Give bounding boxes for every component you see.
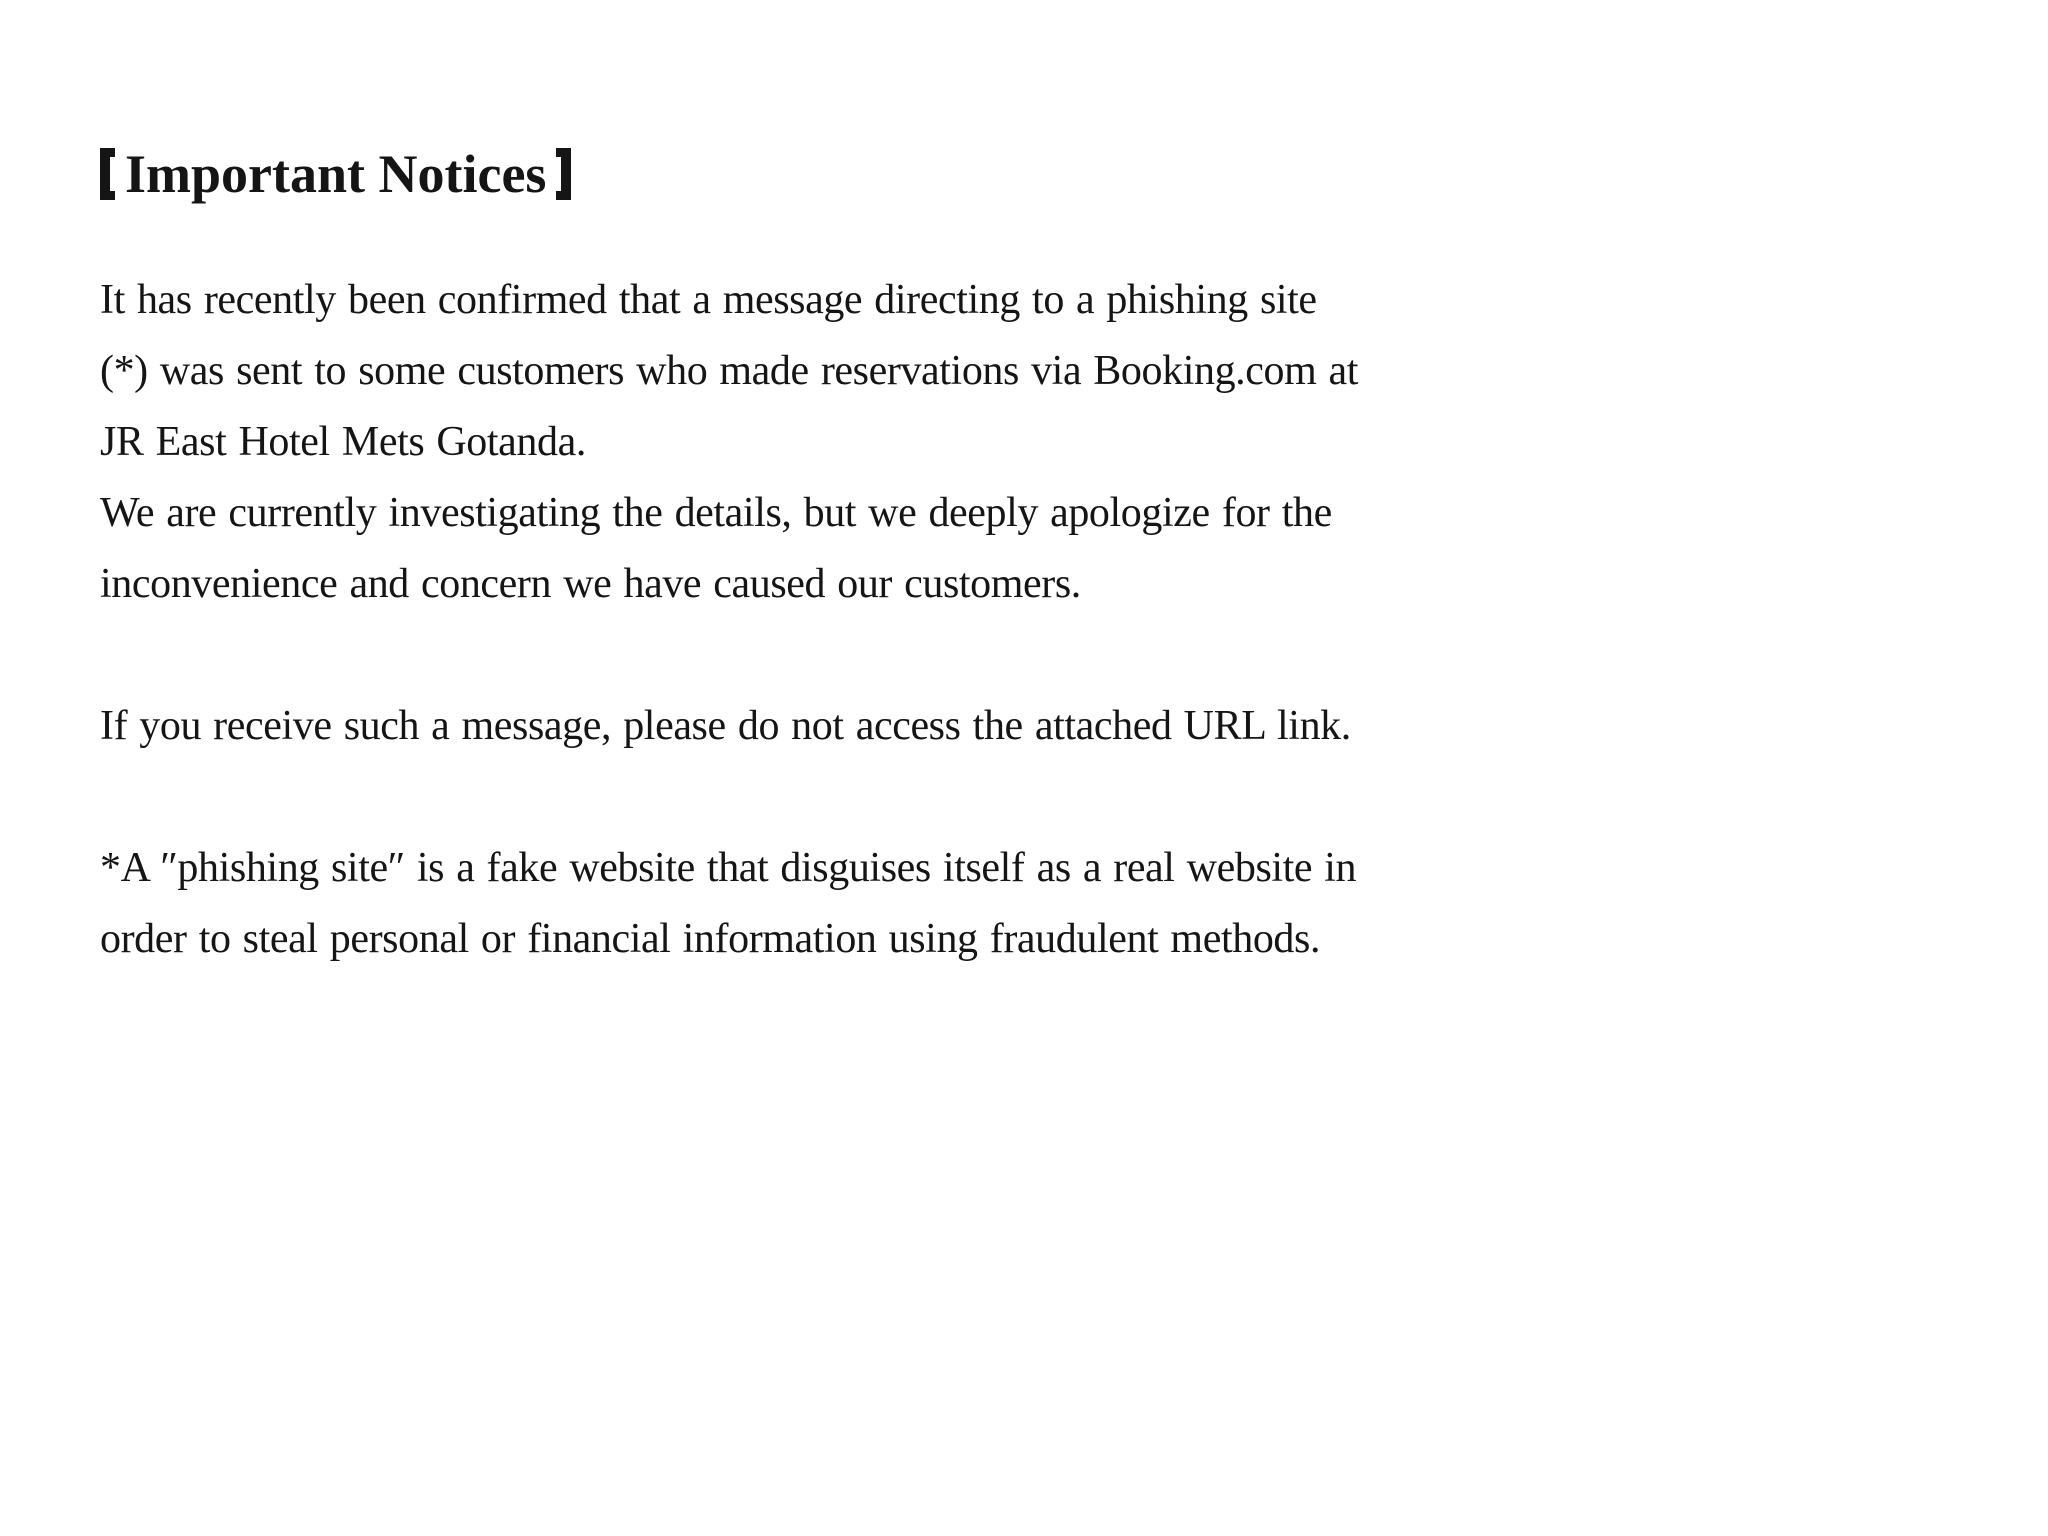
- notice-text-line: JR East Hotel Mets Gotanda.: [100, 419, 586, 465]
- notice-paragraph-footnote: [100, 833, 1988, 975]
- notice-text-line: inconvenience and concern we have caused our customers.: [100, 561, 1081, 607]
- notice-text-line: If you receive such a message, please do not access the attached URL link.: [100, 703, 1351, 749]
- notice-title-label: Important Notices: [125, 144, 547, 204]
- notice-paragraph-warning: [100, 691, 1988, 762]
- notice-text-line: We are currently investigating the details, but we deeply apologize for the: [100, 490, 1332, 536]
- opening-lenticular-bracket-icon: [100, 148, 115, 200]
- notice-text-line: It has recently been confirmed that a message directing to a phishing site: [100, 277, 1317, 323]
- closing-lenticular-bracket-icon: [556, 148, 571, 200]
- notice-text-line: *A ″phishing site″ is a fake website that disguises itself as a real website in: [100, 845, 1357, 891]
- notice-title: [100, 142, 1988, 206]
- notice-paragraph-incident: [100, 265, 1988, 620]
- notice-text-line: (*) was sent to some customers who made reservations via Booking.com at: [100, 348, 1358, 394]
- notice-text-line: order to steal personal or financial information using fraudulent methods.: [100, 916, 1321, 962]
